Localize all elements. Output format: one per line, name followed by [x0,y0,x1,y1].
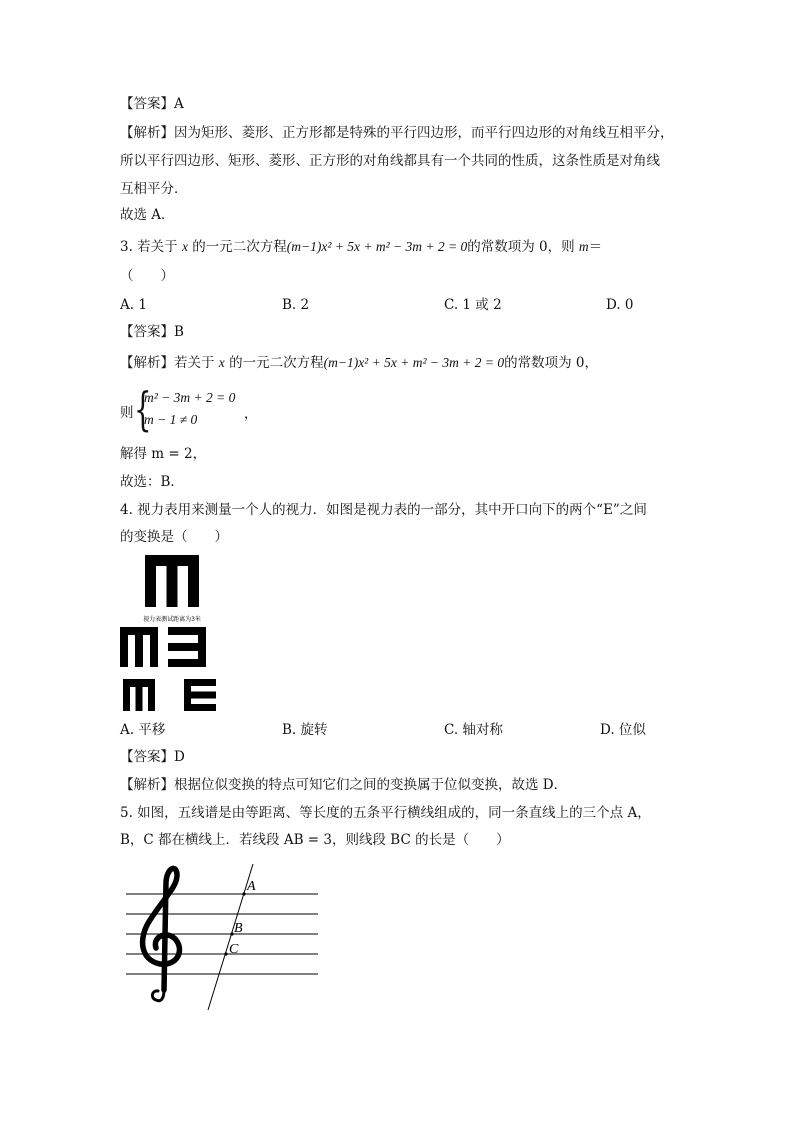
q3-system-tail: ， [244,406,258,422]
eye-chart-figure [118,553,228,715]
eye-chart-e-mid-up [120,627,158,667]
q4-choice-b: B. 旋转 [282,722,328,738]
q4-choice-d: D. 位似 [600,722,646,738]
q4-answer: 【答案】D [120,749,185,765]
q4-stem-line2: 的变换是（ ） [120,529,228,545]
q3-equation: (m−1)x² + 5x + m² − 3m + 2 = 0 [286,239,468,254]
q3-stem-c: 的常数项为 0，则 [467,239,579,255]
q3-var-x: x [181,239,188,254]
q4-stem-line1: 4. 视力表用来测量一个人的视力．如图是视力表的一部分，其中开口向下的两个“E”之间 [120,502,647,518]
eye-chart-e-mid-left [168,627,206,667]
q3-analysis-a: 【解析】若关于 [120,355,219,371]
analysis-1-line2: 所以平行四边形、矩形、菱形、正方形的对角线都具有一个共同的性质，这条性质是对角线 [120,153,660,169]
q3-solve: 解得 m = 2， [120,446,207,462]
q5-stem-line2: B，C 都在横线上．若线段 AB = 3，则线段 BC 的长是（ ） [120,832,510,848]
analysis-1-line1: 【解析】因为矩形、菱形、正方形都是特殊的平行四边形，而平行四边形的对角线互相平分， [120,125,674,141]
q3-choice-c: C. 1 或 2 [444,297,502,313]
q4-choice-a: A. 平移 [120,722,166,738]
q3-analysis-equation: (m−1)x² + 5x + m² − 3m + 2 = 0 [323,355,505,370]
label-c: C [229,942,239,957]
treble-clef-icon [143,868,180,1000]
q3-choice-d: D. 0 [606,297,634,313]
q4-choices [120,720,680,740]
eye-chart-e-large-down [145,555,199,607]
system-brace: { [134,382,152,436]
q4-analysis: 【解析】根据位似变换的特点可知它们之间的变换属于位似变换，故选 D． [120,777,568,793]
q3-analysis-c: 的常数项为 0， [504,355,598,371]
eye-chart-caption: 视力表测试距离为3米 [143,616,201,623]
point-a [242,892,245,895]
q3-analysis-var-x: x [218,355,225,370]
q3-stem-b: 的一元二次方程 [187,239,287,255]
q3-stem-a: 3. 若关于 [120,239,182,255]
music-staff-figure [120,860,330,1015]
q3-choices [120,295,680,315]
q3-analysis-b: 的一元二次方程 [224,355,324,371]
eye-chart-e-small-right [184,679,216,711]
analysis-1-line3: 互相平分． [120,181,188,197]
q3-then-label: 则 [120,405,134,421]
q3-stem-line2: （ ） [120,268,174,284]
q3-answer: 【答案】B [120,324,184,340]
q5-stem-line1: 5. 如图，五线谱是由等距离、等长度的五条平行横线组成的，同一条直线上的三个点 A， [120,805,651,821]
point-c [224,952,227,955]
q3-stem-d: ＝ [588,239,603,255]
q3-choice-a: A. 1 [120,297,147,313]
q3-conclusion: 故选：B． [120,474,184,490]
q3-system-eq2: m − 1 ≠ 0 [144,412,198,427]
answer-1: 【答案】A [120,96,184,112]
q3-analysis [120,353,598,373]
label-a: A [247,879,256,894]
q3-equation-system [120,382,320,436]
q3-stem-line1 [120,237,602,257]
conclusion-1: 故选 A． [120,207,175,223]
label-b: B [234,921,243,936]
q3-system-eq1: m² − 3m + 2 = 0 [144,390,236,405]
q3-choice-b: B. 2 [282,297,310,313]
q3-var-m: m [578,239,589,254]
eye-chart-e-small-down [123,679,155,711]
q4-choice-c: C. 轴对称 [444,722,503,738]
